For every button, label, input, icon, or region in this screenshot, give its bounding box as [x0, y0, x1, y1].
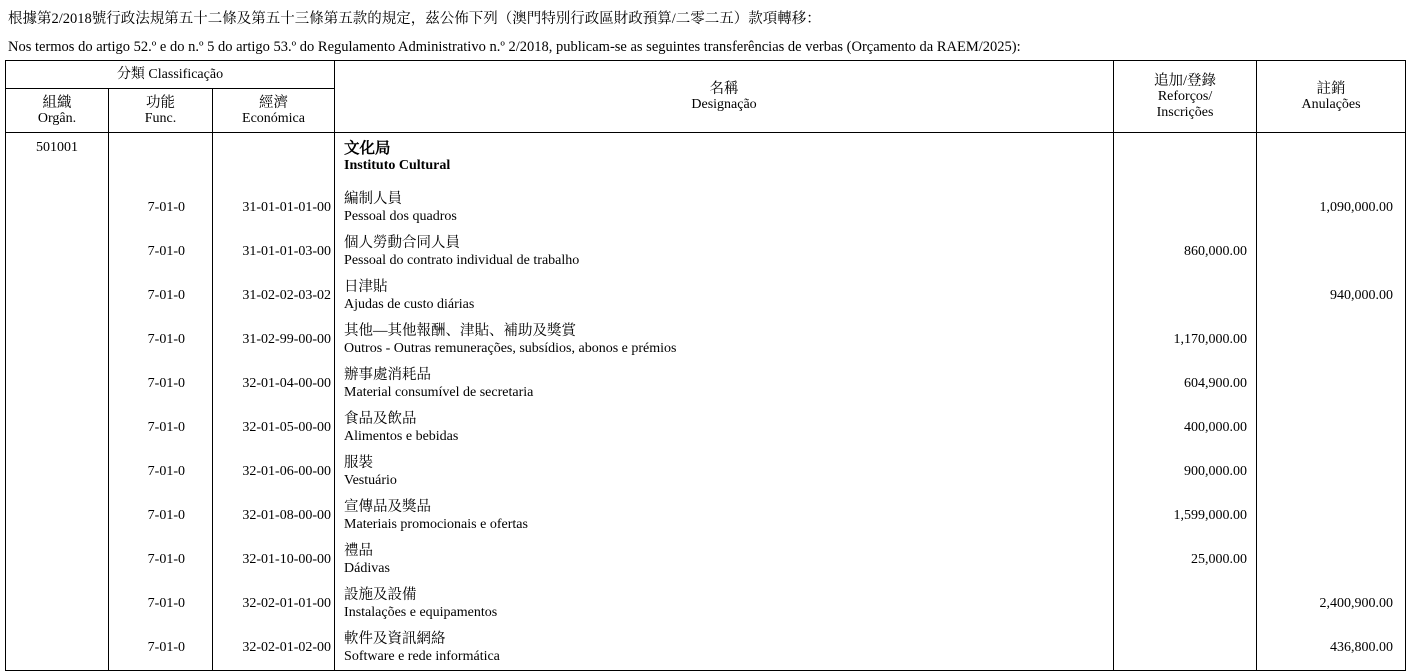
economic-code: 32-01-05-00-00 [213, 406, 335, 450]
economic-code: 31-01-01-01-00 [213, 186, 335, 230]
table-row [6, 274, 1406, 318]
anulacoes-amount: 940,000.00 [1257, 274, 1406, 318]
anulacoes-amount [1257, 318, 1406, 362]
reforcos-header: 追加/登錄 Reforços/ Inscrições [1114, 61, 1257, 133]
organ-cell [6, 450, 109, 494]
budget-transfer-table [5, 60, 1406, 671]
table-row [6, 538, 1406, 582]
economic-code: 32-01-08-00-00 [213, 494, 335, 538]
designation [335, 450, 1114, 494]
organ-cell [6, 318, 109, 362]
designation [335, 186, 1114, 230]
organ-row [6, 133, 1406, 187]
organ-cell [6, 406, 109, 450]
intro-text-portuguese: Nos termos do artigo 52.º e do n.º 5 do artigo 53.º do Regulamento Administrativo n.º 2/2018, publicam-se as seguintes transferências de verbas (Orçamento da RAEM/2025): [8, 39, 1021, 55]
organ-row-reforcos-cell [1114, 133, 1257, 187]
designation [335, 406, 1114, 450]
designation [335, 494, 1114, 538]
intro-text-chinese: 根據第2/2018號行政法規第五十二條及第五十三條第五款的規定，茲公佈下列（澳門特別行政區財政預算/二零二五）款項轉移： [8, 11, 821, 27]
designation [335, 318, 1114, 362]
reforcos-amount: 25,000.00 [1114, 538, 1257, 582]
designation-zh: 編制人員 [344, 191, 403, 207]
designation-zh: 服裝 [344, 455, 374, 471]
classification-header: 分類 Classificação [6, 61, 335, 89]
organ-cell [6, 186, 109, 230]
designation-zh: 其他—其他報酬、津貼、補助及獎賞 [344, 323, 577, 339]
designation-zh: 宣傳品及獎品 [344, 499, 432, 515]
economic-header: 經濟 Económica [213, 89, 335, 133]
organ-row-econ-cell [213, 133, 335, 187]
reforcos-amount: 1,170,000.00 [1114, 318, 1257, 362]
reforcos-amount [1114, 186, 1257, 230]
table-row [6, 186, 1406, 230]
table-row [6, 318, 1406, 362]
designation-zh: 日津貼 [344, 279, 388, 295]
anulacoes-amount [1257, 538, 1406, 582]
designation-pt: Outros - Outras remunerações, subsídios, abonos e prémios [344, 341, 677, 356]
designation-zh: 禮品 [344, 543, 374, 559]
table-row [6, 494, 1406, 538]
economic-code: 31-02-02-03-02 [213, 274, 335, 318]
organ-cell [6, 494, 109, 538]
designation-zh: 食品及飲品 [344, 411, 417, 427]
organ-cell [6, 582, 109, 626]
table-row [6, 450, 1406, 494]
function-header: 功能 Func. [109, 89, 213, 133]
economic-code: 31-02-99-00-00 [213, 318, 335, 362]
designation-zh: 個人勞動合同人員 [344, 235, 461, 251]
table-row [6, 230, 1406, 274]
designation [335, 538, 1114, 582]
reforcos-amount: 1,599,000.00 [1114, 494, 1257, 538]
designation-pt: Pessoal do contrato individual de trabalho [344, 253, 580, 268]
designation [335, 362, 1114, 406]
reforcos-amount [1114, 626, 1257, 671]
function-code: 7-01-0 [109, 230, 213, 274]
designation-zh: 軟件及資訊網絡 [344, 631, 446, 647]
designation-zh: 辦事處消耗品 [344, 367, 432, 383]
organ-cell [6, 362, 109, 406]
organ-row-func-cell [109, 133, 213, 187]
anulacoes-amount: 1,090,000.00 [1257, 186, 1406, 230]
function-code: 7-01-0 [109, 626, 213, 671]
reforcos-amount: 400,000.00 [1114, 406, 1257, 450]
reforcos-amount: 604,900.00 [1114, 362, 1257, 406]
economic-code: 32-02-01-01-00 [213, 582, 335, 626]
economic-code: 32-02-01-02-00 [213, 626, 335, 671]
function-code: 7-01-0 [109, 538, 213, 582]
function-code: 7-01-0 [109, 186, 213, 230]
designation-pt: Pessoal dos quadros [344, 209, 457, 224]
organ-name: 文化局 Instituto Cultural [335, 133, 1114, 187]
designation-zh: 設施及設備 [344, 587, 417, 603]
anulacoes-amount [1257, 494, 1406, 538]
organ-code: 501001 [6, 133, 109, 187]
designation-pt: Ajudas de custo diárias [344, 297, 475, 312]
designation-pt: Materiais promocionais e ofertas [344, 517, 528, 532]
designation-pt: Vestuário [344, 473, 397, 488]
function-code: 7-01-0 [109, 494, 213, 538]
table-row [6, 406, 1406, 450]
designation-pt: Software e rede informática [344, 649, 500, 664]
economic-code: 32-01-06-00-00 [213, 450, 335, 494]
reforcos-amount: 900,000.00 [1114, 450, 1257, 494]
designation-pt: Alimentos e bebidas [344, 429, 459, 444]
function-code: 7-01-0 [109, 582, 213, 626]
organ-cell [6, 626, 109, 671]
table-row [6, 626, 1406, 671]
reforcos-amount: 860,000.00 [1114, 230, 1257, 274]
anulacoes-amount [1257, 406, 1406, 450]
organ-header: 組織 Orgân. [6, 89, 109, 133]
designation [335, 582, 1114, 626]
designation-pt: Dádivas [344, 561, 390, 576]
designation-pt: Instalações e equipamentos [344, 605, 498, 620]
anulacoes-amount [1257, 230, 1406, 274]
function-code: 7-01-0 [109, 274, 213, 318]
designation [335, 230, 1114, 274]
table-row [6, 582, 1406, 626]
function-code: 7-01-0 [109, 362, 213, 406]
designation-pt: Material consumível de secretaria [344, 385, 534, 400]
designation-header: 名稱 Designação [335, 61, 1114, 133]
economic-code: 32-01-10-00-00 [213, 538, 335, 582]
organ-cell [6, 230, 109, 274]
anulacoes-amount: 436,800.00 [1257, 626, 1406, 671]
reforcos-amount [1114, 582, 1257, 626]
designation [335, 626, 1114, 671]
economic-code: 31-01-01-03-00 [213, 230, 335, 274]
organ-cell [6, 538, 109, 582]
organ-row-anulacoes-cell [1257, 133, 1406, 187]
function-code: 7-01-0 [109, 450, 213, 494]
designation [335, 274, 1114, 318]
function-code: 7-01-0 [109, 406, 213, 450]
reforcos-amount [1114, 274, 1257, 318]
anulacoes-header: 註銷 Anulações [1257, 61, 1406, 133]
anulacoes-amount: 2,400,900.00 [1257, 582, 1406, 626]
table-row [6, 362, 1406, 406]
economic-code: 32-01-04-00-00 [213, 362, 335, 406]
function-code: 7-01-0 [109, 318, 213, 362]
anulacoes-amount [1257, 450, 1406, 494]
anulacoes-amount [1257, 362, 1406, 406]
organ-cell [6, 274, 109, 318]
